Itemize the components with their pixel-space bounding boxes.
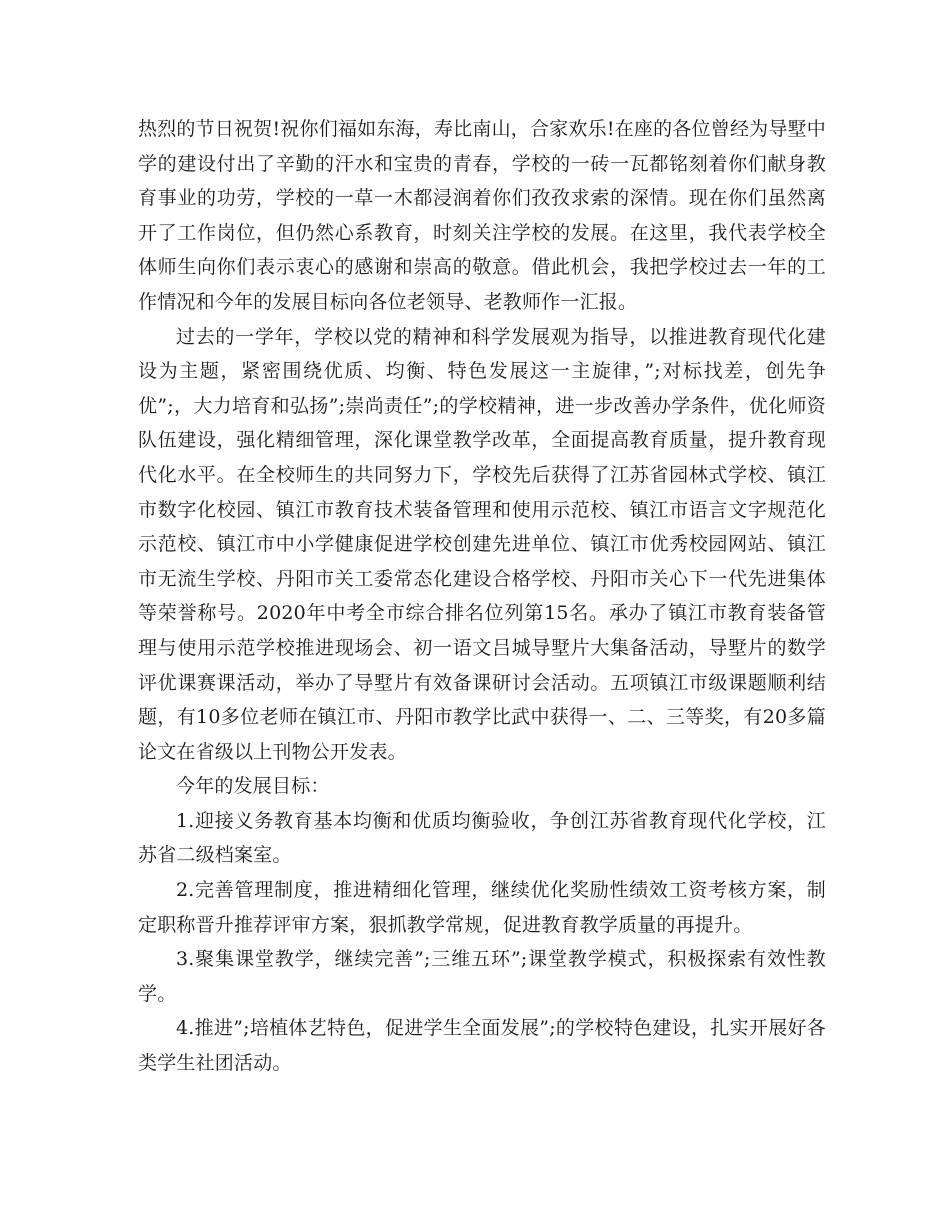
paragraph-goal-1: 1.迎接义务教育基本均衡和优质均衡验收，争创江苏省教育现代化学校，江苏省二级档案室。: [138, 809, 826, 867]
document-body: [138, 112, 826, 1081]
paragraph-goal-2: 2.完善管理制度，推进精细化管理，继续优化奖励性绩效工资考核方案，制定职称晋升推荐评审方案，狠抓教学常规，促进教育教学质量的再提升。: [138, 879, 826, 936]
paragraph-goal-3: 3.聚集课堂教学，继续完善”;三维五环”;课堂教学模式，积极探索有效性教学。: [138, 948, 826, 1005]
paragraph-greeting: 热烈的节日祝贺!祝你们福如东海，寿比南山，合家欢乐!在座的各位曾经为导墅中学的建设付出了辛勤的汗水和宝贵的青春，学校的一砖一瓦都铭刻着你们献身教育事业的功劳，学校的一草一木都浸润着你们孜孜求索的深情。现在你们虽然离开了工作岗位，但仍然心系教育，时刻关注学校的发展。在这里，我代表学校全体师生向你们表示衷心的感谢和崇高的敬意。借此机会，我把学校过去一年的工作情况和今年的发展目标向各位老领导、老教师作一汇报。: [138, 118, 826, 313]
paragraph-goals-heading: 今年的发展目标：: [176, 775, 330, 798]
paragraph-past-year-review: 过去的一学年，学校以党的精神和科学发展观为指导，以推进教育现代化建设为主题，紧密围绕优质、均衡、特色发展这一主旋律，”;对标找差，创先争优”;，大力培育和弘扬”;崇尚责任”;的学校精神，进一步改善办学条件，优化师资队伍建设，强化精细管理，深化课堂教学改革，全面提高教育质量，提升教育现代化水平。在全校师生的共同努力下，学校先后获得了江苏省园林式学校、镇江市数字化校园、镇江市教育技术装备管理和使用示范校、镇江市语言文字规范化示范校、镇江市中小学健康促进学校创建先进单位、镇江市优秀校园网站、镇江市无流生学校、丹阳市关工委常态化建设合格学校、丹阳市关心下一代先进集体等荣誉称号。2020年中考全市综合排名位列第15名。承办了镇江市教育装备管理与使用示范学校推进现场会、初一语文吕城导墅片大集备活动，导墅片的数学评优课赛课活动，举办了导墅片有效备课研讨会活动。五项镇江市级课题顺利结题，有10多位老师在镇江市、丹阳市教学比武中获得一、二、三等奖，有20多篇论文在省级以上刊物公开发表。: [138, 325, 826, 763]
paragraph-goal-4: 4.推进”;培植体艺特色，促进学生全面发展”;的学校特色建设，扎实开展好各类学生社团活动。: [138, 1017, 826, 1075]
